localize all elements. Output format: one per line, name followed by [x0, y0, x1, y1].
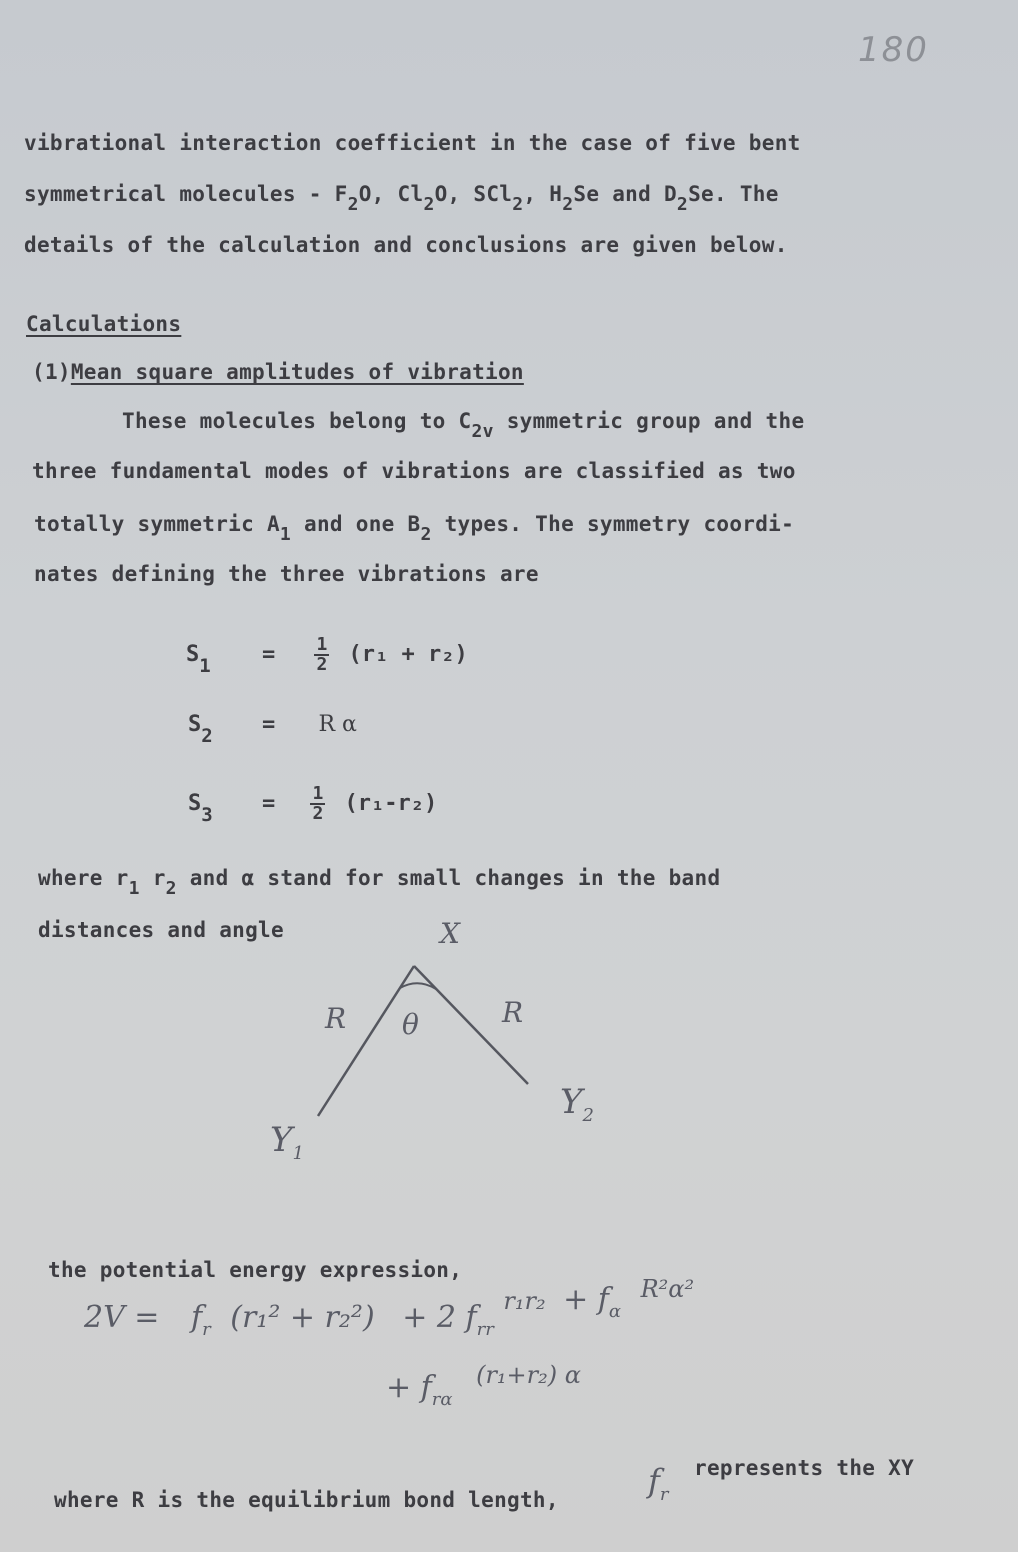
potential-lhs: 2V = [84, 1300, 160, 1335]
fraction-half: $\frac{1}{2}$ [316, 634, 328, 675]
bond-left [318, 966, 414, 1116]
where-line-2: distances and angle [38, 918, 284, 942]
para-line-1: These molecules belong to $C_{2v}$ symmetric group and the [122, 409, 805, 442]
diagram-right-bond-label: R [502, 996, 524, 1029]
force-constant-symbol: $f_r$ [648, 1462, 669, 1505]
subsection-number: (1) [32, 360, 71, 384]
page-number: 180 [858, 30, 929, 70]
equation-s2: $S_2 = R$ α [188, 712, 357, 747]
subsection-title: Mean square amplitudes of vibration [70, 360, 524, 384]
equation-s1: $S_1$ = $\frac{1}{2}$ (r₁ + r₂) [186, 634, 468, 677]
fraction-half: $\frac{1}{2}$ [312, 783, 324, 824]
para-line-3: totally symmetric $A_1$ and one $B_2$ types. The symmetry coordi- [34, 512, 795, 545]
potential-equation-line-2: + $f_{r\alpha}$ $^{(r_1+r_2) \alpha}$ [386, 1361, 581, 1410]
intro-line-2: symmetrical molecules - $F_2O$, $Cl_2O$, SCl$_2$, $H_2Se$ and $D_2Se$. The [24, 182, 779, 215]
diagram-left-bond-label: R [325, 1002, 347, 1035]
diagram-left-end-label: $Y_1$ [270, 1120, 304, 1164]
where-line-1: where $r_1$ $r_2$ and α stand for small changes in the band [38, 866, 721, 899]
para-line-2: three fundamental modes of vibrations are classified as two [32, 459, 796, 483]
potential-equation-line-1: $2V = f_r$ (r₁² + r₂²) + 2 $f_{rr}$ $^{r_1r_2} + f_\alpha$ $^{R^2\alpha^2}$ [84, 1275, 695, 1340]
intro-line-1: vibrational interaction coefficient in the case of five bent [24, 131, 801, 155]
para-line-4: nates defining the three vibrations are [34, 562, 539, 586]
diagram-apex-label: X [440, 917, 460, 950]
section-heading: Calculations [26, 312, 182, 336]
equation-s3: $S_3$ = $\frac{1}{2}$ (r₁-r₂) [188, 783, 438, 826]
potential-intro: the potential energy expression, [48, 1258, 463, 1282]
diagram-right-end-label: $Y_2$ [560, 1082, 594, 1126]
where-line-3: where R is the equilibrium bond length, [54, 1488, 559, 1512]
intro-line-3: details of the calculation and conclusions are given below. [24, 233, 788, 257]
where-line-3-end: represents the XY [694, 1456, 915, 1480]
diagram-angle-label: θ [402, 1008, 419, 1041]
